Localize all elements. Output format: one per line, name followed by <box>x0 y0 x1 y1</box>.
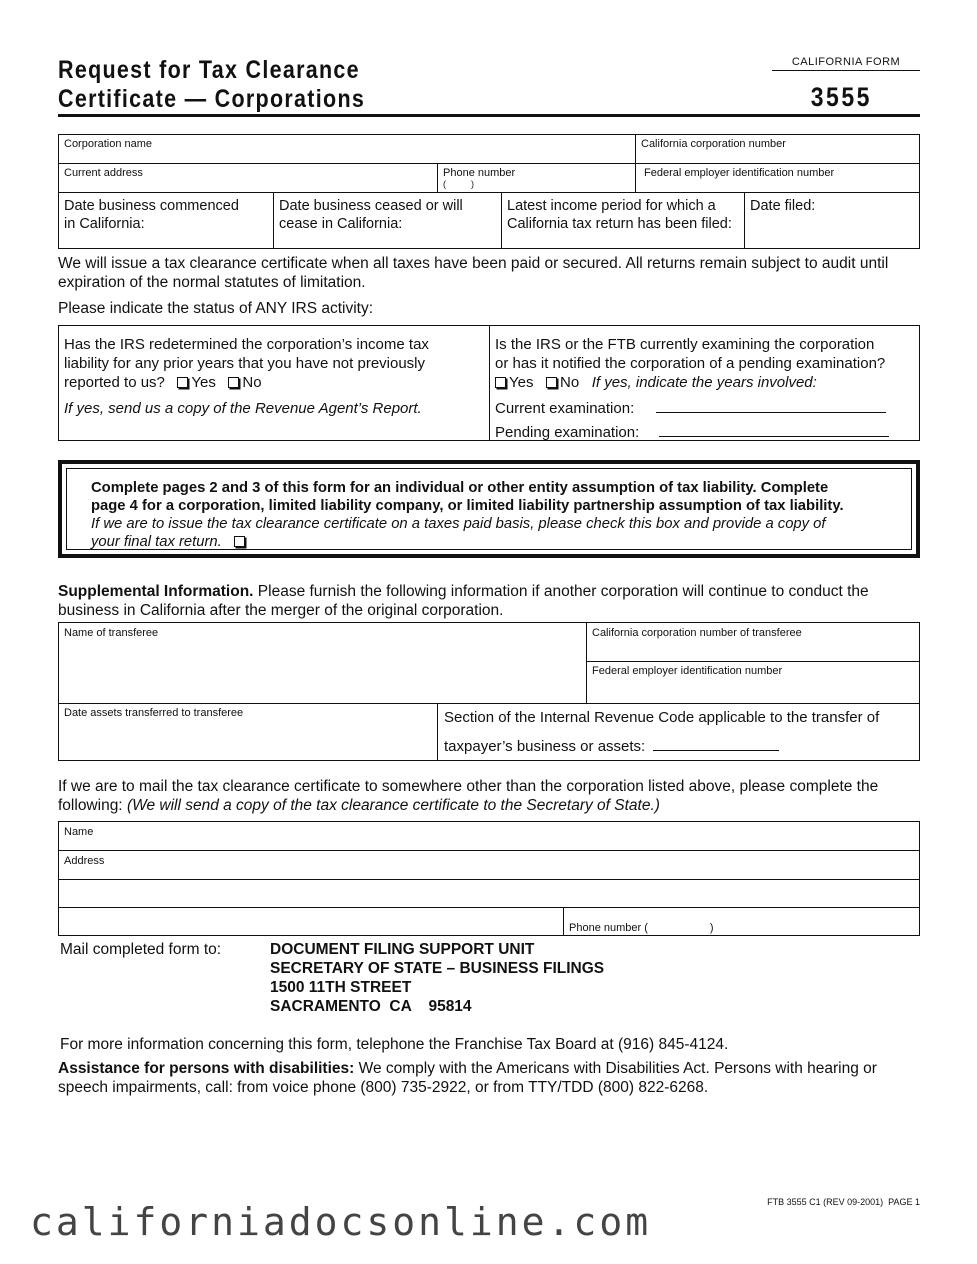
years-involved-note: If yes, indicate the years involved: <box>591 374 817 391</box>
date-ceased-label-1: Date business ceased or will <box>279 198 463 214</box>
date-ceased-label-2: cease in California: <box>279 215 403 232</box>
form-number: 3555 <box>810 82 872 112</box>
ca-corp-number-field[interactable] <box>636 135 920 154</box>
transferee-ca-number-field[interactable] <box>587 624 920 643</box>
irc-section-field <box>439 706 919 759</box>
supplemental-heading: Supplemental Information. <box>58 583 254 600</box>
intro-line-2: expiration of the normal statutes of limitation. <box>58 274 366 291</box>
phone-number-field[interactable] <box>438 164 635 192</box>
date-assets-transferred-field[interactable] <box>59 704 437 723</box>
mail-to-line-4: SACRAMENTO CA 95814 <box>270 998 472 1015</box>
mail-name-field[interactable] <box>59 823 919 842</box>
irs-examination-question: Is the IRS or the FTB currently examining the corporation or has it notified the corporation of a pending examination? Yes No If yes, indicate the years involved: Current examination: Pending examination: <box>490 332 920 445</box>
examination-yes-checkbox[interactable] <box>495 377 506 388</box>
transferee-ca-number-label: California corporation number of transferee <box>592 627 802 639</box>
form-id: FTB 3555 C1 (REV 09-2001) PAGE 1 <box>767 1197 920 1207</box>
examination-no-label: No <box>560 374 580 391</box>
title-line-2: Certificate — Corporations <box>58 85 366 113</box>
corporation-name-label: Corporation name <box>64 138 153 150</box>
site-watermark: californiadocsonline.com <box>30 1200 652 1244</box>
irc-section-line-2: taxpayer’s business or assets: <box>444 738 646 755</box>
mailing-paragraph: If we are to mail the tax clearance certificate to somewhere other than the corporation listed above, please complete the following: (We will send a copy of the tax clearance certificate to the Secretary of State.) <box>58 778 879 814</box>
date-assets-transferred-label: Date assets transferred to transferee <box>64 707 244 719</box>
revenue-agent-note: If yes, send us a copy of the Revenue Agent’s Report. <box>64 400 422 417</box>
phone-parens: ( ) <box>443 179 474 189</box>
redetermination-yes-label: Yes <box>191 374 216 391</box>
irs-redetermination-question: Has the IRS redetermined the corporation’s income tax liability for any prior years that you have not previously reported to us? Yes No If yes, send us a copy of the Revenue Agent’s Report. <box>59 332 489 421</box>
mail-address-label: Address <box>64 855 105 867</box>
examination-no-checkbox[interactable] <box>546 377 557 388</box>
notice-bold-line-2: page 4 for a corporation, limited liability company, or limited liability partnership assumption of tax liability. <box>91 498 844 514</box>
current-exam-label: Current examination: <box>495 400 635 417</box>
current-address-label: Current address <box>64 167 143 179</box>
assumption-notice-box <box>58 460 920 558</box>
pending-exam-label: Pending examination: <box>495 424 640 441</box>
mail-to-line-3: 1500 11TH STREET <box>270 979 412 996</box>
date-commenced-label-1: Date business commenced <box>64 198 239 214</box>
date-commenced-label-2: in California: <box>64 215 145 232</box>
mail-to-line-2: SECRETARY OF STATE – BUSINESS FILINGS <box>270 960 605 977</box>
mail-address-line-2-field[interactable] <box>59 880 919 907</box>
irc-section-input[interactable] <box>653 738 779 751</box>
fein-field[interactable] <box>639 164 920 183</box>
mail-name-label: Name <box>64 826 94 838</box>
title-line-1: Request for Tax Clearance <box>58 56 360 84</box>
header-rule <box>58 114 920 117</box>
form-label: CALIFORNIA FORM <box>772 56 920 71</box>
date-filed-label: Date filed: <box>750 198 816 214</box>
redetermination-no-label: No <box>242 374 262 391</box>
transferee-name-label: Name of transferee <box>64 627 159 639</box>
current-exam-input[interactable] <box>656 400 886 413</box>
date-commenced-field[interactable] <box>59 195 273 236</box>
date-ceased-field[interactable] <box>274 195 501 236</box>
intro-line-1: We will issue a tax clearance certificate when all taxes have been paid or secured. All returns remain subject to audit until <box>58 255 889 272</box>
mail-to-line-1: DOCUMENT FILING SUPPORT UNIT <box>270 941 535 958</box>
disability-heading: Assistance for persons with disabilities: <box>58 1060 355 1077</box>
latest-period-label-2: California tax return has been filed: <box>507 215 732 232</box>
corporation-name-field[interactable] <box>59 135 635 154</box>
latest-period-label-1: Latest income period for which a <box>507 198 716 214</box>
ftb-info-line: For more information concerning this form, telephone the Franchise Tax Board at (916) 845-4124. <box>60 1036 729 1053</box>
notice-italic-line-2: your final tax return. <box>91 534 222 550</box>
ca-corp-number-label: California corporation number <box>641 138 786 150</box>
notice-bold-line-1: Complete pages 2 and 3 of this form for an individual or other entity assumption of tax liability. Complete <box>91 480 829 496</box>
fein-label: Federal employer identification number <box>644 167 835 179</box>
transferee-fein-field[interactable] <box>587 662 920 681</box>
transferee-grid <box>58 622 920 761</box>
redetermination-yes-checkbox[interactable] <box>177 377 188 388</box>
mail-address-field[interactable] <box>59 852 919 871</box>
latest-period-field[interactable] <box>502 195 744 236</box>
intro-paragraph <box>58 254 928 292</box>
mail-phone-label: Phone number ( <box>569 922 648 934</box>
irc-section-line-1: Section of the Internal Revenue Code applicable to the transfer of <box>444 709 880 726</box>
mailing-address-grid <box>58 821 920 936</box>
taxes-paid-basis-checkbox[interactable] <box>234 536 245 547</box>
transferee-name-field[interactable] <box>59 624 586 643</box>
examination-yes-label: Yes <box>509 374 534 391</box>
pending-exam-input[interactable] <box>659 424 889 437</box>
supplemental-paragraph: Supplemental Information. Please furnish the following information if another corporation will continue to conduct the business in California after the merger of the original corporation. <box>58 583 869 619</box>
mail-address-line-3-field[interactable] <box>59 908 563 935</box>
notice-italic-line-1: If we are to issue the tax clearance certificate on a taxes paid basis, please check this box and provide a copy of <box>91 516 826 532</box>
irs-status-prompt: Please indicate the status of ANY IRS activity: <box>58 300 374 317</box>
phone-number-label: Phone number <box>443 167 516 179</box>
mail-to-label: Mail completed form to: <box>60 941 222 958</box>
redetermination-no-checkbox[interactable] <box>228 377 239 388</box>
corp-info-grid <box>58 134 920 249</box>
transferee-fein-label: Federal employer identification number <box>592 665 783 677</box>
disability-assistance: Assistance for persons with disabilities: We comply with the Americans with Disabilities Act. Persons with hearing or speech impairments, call: from voice phone (800) 735-2922, or from TTY/TDD (800) 822-6268. <box>58 1060 877 1096</box>
form-title <box>58 56 365 114</box>
mail-to-address <box>270 940 604 1016</box>
date-filed-field[interactable] <box>745 195 920 219</box>
irs-activity-box <box>58 325 920 441</box>
mail-phone-field[interactable]: Phone number ( ) <box>569 922 714 934</box>
current-address-field[interactable] <box>59 164 437 183</box>
